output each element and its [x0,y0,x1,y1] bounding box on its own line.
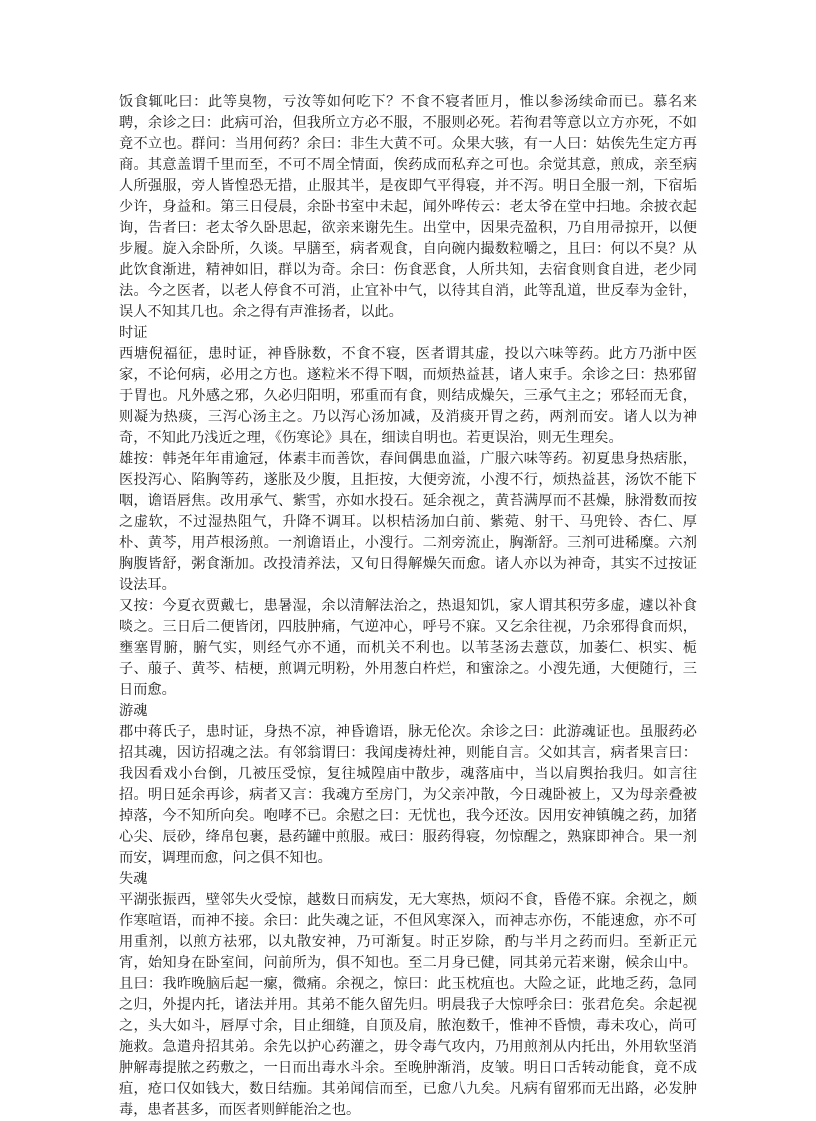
section-heading-shihun: 失魂 [119,871,148,887]
section-heading-youhun: 游魂 [119,703,148,719]
paragraph-note-han: 雄按：韩尧年年甫逾冠，体素丰而善饮，春间偶患血溢，广服六味等药。初夏患身热痞胀，医投泻心、陷胸等药，遂胀及少腹，且拒按，大便旁流，小溲不行，烦热益甚，汤饮不能下咽，谵语唇焦。改用承气、紫雪，亦如水投石。延余视之，黄苔满厚而不甚燥，脉滑数而按之虚软，不过湿热阻气，升降不调耳。以枳桔汤加白前、紫菀、射干、马兜铃、杏仁、厚朴、黄芩，用芦根汤煎。一剂谵语止，小溲行。二剂旁流止，胸渐舒。三剂可进稀糜。六剂胸腹皆舒，粥食渐加。改投清养法，又旬日得解燥矢而愈。诸人亦以为神奇，其实不过按证设法耳。 [119,451,697,593]
section-heading-shizheng: 时证 [119,325,148,341]
paragraph-intro: 饭食辄叱曰：此等臭物，亏汝等如何吃下？不食不寝者匝月，惟以参汤续命而已。慕名来聘，余诊之曰：此病可治，但我所立方必不服，不服则必死。若徇君等意以立方亦死，不如竟不立也。群问：当用何药？余曰：非生大黄不可。众果大骇，有一人曰：姑俟先生定方再商。其意盖谓千里而至，不可不周全情面，俟药成而私弃之可也。余觉其意，煎成，亲至病人所强服，旁人皆惶恐无措，止服其半，是夜即气平得寝，并不泻。明日全服一剂，下宿垢少许，身益和。第三日侵晨，余卧书室中未起，闻外哗传云：老太爷在堂中扫地。余披衣起询，告者曰：老太爷久卧思起，欲亲来谢先生。出堂中，因果壳盈积，乃自用帚掠开，以便步履。旋入余卧所，久谈。早膳至，病者观食，自向碗内撮数粒嚼之，且曰：何以不臭？从此饮食渐进，精神如旧，群以为奇。余曰：伤食恶食，人所共知，去宿食则食自进，老少同法。今之医者，以老人停食不可消，止宜补中气，以待其自消，此等乱道，世反奉为金针，误人不知其几也。余之得有声淮扬者，以此。 [119,94,697,320]
paragraph-note-dai: 又按：今夏衣贾戴七，患暑湿，余以清解法治之，热退知饥，家人谓其积劳多虚，遽以补食啖之。三日后二便皆闭，四肢肿痛，气逆冲心，呼号不寐。又乞余往视，乃余邪得食而炽，壅塞胃腑，腑气实，则经气亦不通，而机关不利也。以苇茎汤去薏苡，加萎仁、枳实、栀子、菔子、黄芩、桔梗，煎调元明粉，外用葱白杵烂，和蜜涂之。小溲先通，大便随行，三日而愈。 [119,598,697,698]
paragraph-case-zhang: 平湖张振西，壁邻失火受惊，越数日而病发，无大寒热，烦闷不食，昏倦不寐。余视之，颇作寒喧语，而神不接。余曰：此失魂之证，不但风寒深入，而神志亦伤，不能速愈，亦不可用重剂，以煎方祛邪，以丸散安神，乃可渐复。时正岁除，酌与半月之药而归。至新正元宵，始知身在卧室间，问前所为，俱不知也。至二月身已健，同其弟元若来谢，候余山中。且曰：我昨晚脑后起一瘰，微痛。余视之，惊曰：此玉枕疽也。大险之证，此地乏药，急同之归，外提内托，诸法并用。其弟不能久留先归。明晨我子大惊呼余曰：张君危矣。余起视之，头大如斗，唇厚寸余，目止细缝，自顶及肩，脓泡数千，惟神不昏愦，毒未攻心，尚可施救。急遣舟招其弟。余先以护心药灌之，毋令毒气攻内，乃用煎剂从内托出，外用软坚消肿解毒提脓之药敷之，一日而出毒水斗余。至晚肿渐消，皮皱。明日口舌转动能食，竟不成疽，疮口仅如钱大，数日结痂。其弟闻信而至，已愈八九矣。凡病有留邪而无出路，必发肿毒，患者甚多，而医者则鲜能治之也。 [119,892,697,1118]
paragraph-case-ni: 西塘倪福征，患时证，神昏脉数，不食不寝，医者谓其虚，投以六味等药。此方乃浙中医家，不论何病，必用之方也。遂粒米不得下咽，而烦热益甚，诸人束手。余诊之曰：热邪留于胃也。凡外感之邪，久必归阳明，邪重而有食，则结成燥矢，三承气主之；邪轻而无食，则凝为热痰，三泻心汤主之。乃以泻心汤加减，及消痰开胃之药，两剂而安。诸人以为神奇，不知此乃浅近之理，《伤寒论》具在，细读自明也。若更误治，则无生理矣。 [119,346,697,446]
paragraph-case-jiang: 郡中蒋氏子，患时证，身热不凉，神昏谵语，脉无伦次。余诊之曰：此游魂证也。虽服药必招其魂，因访招魂之法。有邻翁谓曰：我闻虔祷灶神，则能自言。父如其言，病者果言曰：我因看戏小台倒，几被压受惊，复往城隍庙中散步，魂落庙中，当以肩舆抬我归。如言往招。明日延余再诊，病者又言：我魂方至房门，为父亲冲散，今日魂卧被上，又为母亲叠被掉落，今不知所向矣。咆哮不已。余慰之曰：无忧也，我今还汝。因用安神镇魄之药，加猪心尖、辰砂，绛帛包裹，悬药罐中煎服。戒曰：服药得寝，勿惊醒之，熟寐即神合。果一剂而安，调理而愈，问之俱不知也。 [119,724,697,866]
page-body [119,92,697,1121]
